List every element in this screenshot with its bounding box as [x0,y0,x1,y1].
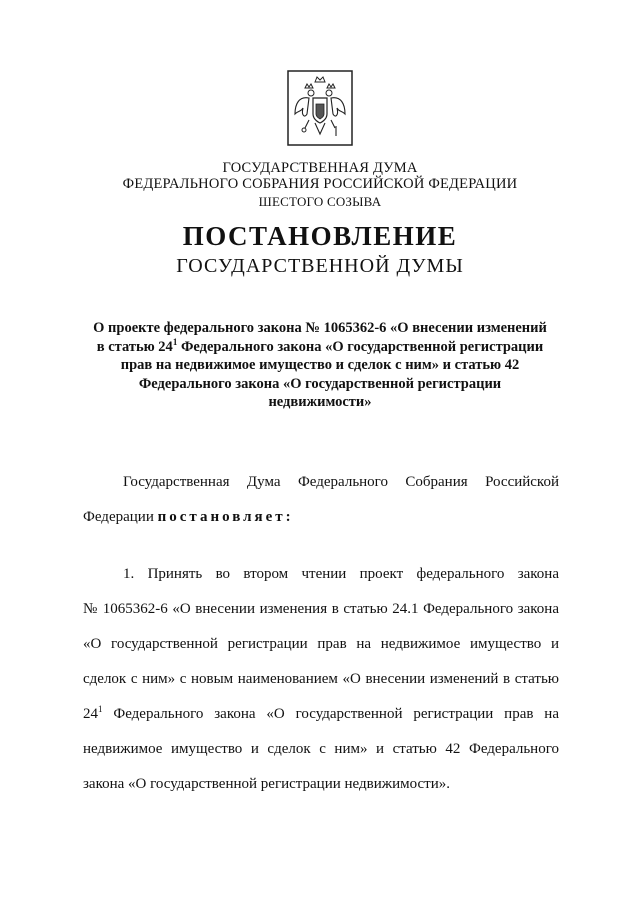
document-title: ПОСТАНОВЛЕНИЕ [182,221,458,251]
subject-line-1: О проекте федерального закона № 1065362-6 «О внесении изменений [93,320,547,336]
header-line-1: ГОСУДАРСТВЕННАЯ ДУМА [222,160,418,176]
document-subject [80,319,560,412]
preamble-line-1: Государственная Дума Федерального Собрания Российской [123,474,559,490]
subject-line-5: недвижимости» [268,394,372,410]
item1-superscript: 1 [98,704,103,714]
subject-line-3: прав на недвижимое имущество и сделок с ним» и статью 42 [120,357,520,373]
item1-line-5 [83,705,559,723]
header-line-3: ШЕСТОГО СОЗЫВА [258,194,382,209]
subject-line-4: Федерального закона «О государственной регистрации [138,375,502,392]
item1-line-7: закона «О государственной регистрации недвижимости». [83,776,450,792]
preamble-line-2 [83,508,559,526]
item1-line-6: недвижимое имущество и сделок с ним» и статью 42 Федерального [83,741,559,757]
subject-superscript: 1 [172,336,178,347]
item1-line-2: № 1065362-6 «О внесении изменения в статью 24.1 Федерального закона [83,601,559,617]
subject-line-2-end: Федерального закона «О государственной регистрации [177,338,544,355]
item1-article-number: 24 [83,706,98,722]
subject-line-2-start: в статью 24 [96,338,173,355]
subject-line-2 [80,338,560,357]
preamble-federation: Федерации [83,509,158,525]
item1-line-3: «О государственной регистрации прав на недвижимое имущество и [83,636,559,652]
item1-line-1: 1. Принять во втором чтении проект федерального закона [123,566,559,582]
coat-of-arms-emblem [287,70,353,146]
preamble-resolves: постановляет: [157,509,294,525]
header-line-2: ФЕДЕРАЛЬНОГО СОБРАНИЯ РОССИЙСКОЙ ФЕДЕРАЦИИ [122,176,518,192]
document-subtitle: ГОСУДАРСТВЕННОЙ ДУМЫ [176,255,464,277]
item1-line-5-end: Федерального закона «О государственной регистрации прав на [102,706,559,722]
item1-line-4: сделок с ним» с новым наименованием «О внесении изменений в статью [83,671,559,687]
